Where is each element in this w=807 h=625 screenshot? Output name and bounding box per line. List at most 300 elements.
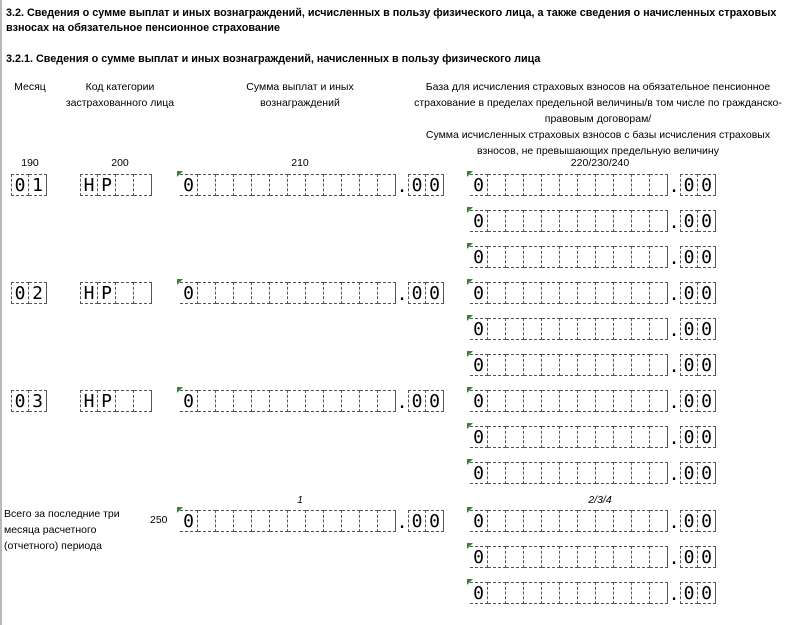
category-code-field [80,390,152,412]
digit-cell[interactable] [560,282,578,304]
digit-cell[interactable]: 0 [470,510,488,532]
digit-cell[interactable] [614,510,632,532]
header-base-line4: Сумма исчисленных страховых взносов с базы исчисления страховых [425,129,771,141]
digit-cell[interactable]: 0 [470,546,488,568]
digit-cell[interactable] [560,174,578,196]
digit-cell[interactable] [524,510,542,532]
field-marker-icon [467,423,473,429]
digit-cell[interactable] [596,546,614,568]
digit-cell[interactable] [542,546,560,568]
digit-cell[interactable] [542,282,560,304]
digit-cell[interactable] [488,354,506,376]
digit-cell[interactable] [252,390,270,412]
category-code-field-cell[interactable]: Н [80,282,98,304]
kopeck-cell[interactable]: 0 [408,510,426,532]
digit-cell[interactable] [234,510,252,532]
digit-cell[interactable] [198,390,216,412]
digit-cell[interactable]: 0 [470,174,488,196]
digit-cell[interactable] [506,210,524,232]
digit-cell[interactable] [578,462,596,484]
digit-cell[interactable] [198,174,216,196]
digit-cell[interactable] [488,462,506,484]
digit-cell[interactable] [614,210,632,232]
kopeck-cell[interactable]: 0 [680,582,698,604]
kopeck-cell[interactable]: 0 [698,318,716,340]
digit-cell[interactable] [524,210,542,232]
kopeck-cell[interactable]: 0 [408,174,426,196]
digit-cell[interactable] [650,426,668,448]
digit-cell[interactable] [506,462,524,484]
digit-cell[interactable] [650,390,668,412]
digit-cell[interactable] [524,462,542,484]
digit-cell[interactable] [288,282,306,304]
field-marker-icon [467,351,473,357]
total-base-field [470,546,716,568]
digit-cell[interactable] [488,174,506,196]
digit-cell[interactable] [578,318,596,340]
decimal-point: . [668,176,680,197]
digit-cell[interactable] [560,318,578,340]
digit-cell[interactable] [596,462,614,484]
digit-cell[interactable] [306,390,324,412]
month-field-cell[interactable]: 0 [11,282,29,304]
digit-cell[interactable] [324,390,342,412]
digit-cell[interactable] [614,354,632,376]
digit-cell[interactable] [650,582,668,604]
digit-cell[interactable] [506,582,524,604]
base-field-digits [470,210,668,232]
digit-cell[interactable] [288,390,306,412]
digit-cell[interactable] [650,282,668,304]
digit-cell[interactable]: 0 [180,390,198,412]
kopeck-cell[interactable]: 0 [426,390,444,412]
digit-cell[interactable] [488,426,506,448]
field-marker-icon [467,387,473,393]
digit-cell[interactable] [650,354,668,376]
kopeck-cell[interactable]: 0 [680,246,698,268]
digit-cell[interactable] [542,318,560,340]
digit-cell[interactable] [198,510,216,532]
category-code-field-cell[interactable] [134,174,152,196]
kopeck-cell[interactable]: 0 [698,546,716,568]
digit-cell[interactable] [542,390,560,412]
digit-cell[interactable] [506,390,524,412]
kopeck-cell[interactable]: 0 [698,282,716,304]
month-field-cell[interactable]: 3 [29,390,47,412]
kopeck-cell[interactable]: 0 [698,426,716,448]
base-field-digits [470,390,668,412]
digit-cell[interactable] [542,462,560,484]
digit-cell[interactable] [306,174,324,196]
digit-cell[interactable]: 0 [470,462,488,484]
digit-cell[interactable] [524,582,542,604]
digit-cell[interactable] [632,282,650,304]
code-category: 200 [111,157,129,169]
digit-cell[interactable] [488,282,506,304]
category-code-field-cell[interactable] [116,390,134,412]
digit-cell[interactable] [560,546,578,568]
code-base: 220/230/240 [570,157,630,169]
digit-cell[interactable] [216,282,234,304]
base-field [470,210,716,232]
total-label [4,506,144,554]
total-base-field-digits [470,582,668,604]
digit-cell[interactable] [578,510,596,532]
digit-cell[interactable] [578,210,596,232]
category-code-field-cell[interactable] [134,390,152,412]
digit-cell[interactable] [578,282,596,304]
field-marker-icon [467,543,473,549]
digit-cell[interactable]: 0 [470,210,488,232]
field-marker-icon [467,315,473,321]
digit-cell[interactable]: 0 [180,174,198,196]
digit-cell[interactable] [288,174,306,196]
digit-cell[interactable] [360,390,378,412]
kopeck-cell[interactable]: 0 [698,390,716,412]
kopeck-cell[interactable]: 0 [680,390,698,412]
header-base-line1: База для исчисления страховых взносов на обязательное пенсионное [425,81,771,93]
digit-cell[interactable] [632,462,650,484]
kopeck-cell[interactable]: 0 [426,282,444,304]
digit-cell[interactable] [632,210,650,232]
base-field [470,462,716,484]
total-sum-field [180,510,444,532]
decimal-point: . [396,512,408,533]
payment-sum-field [180,390,444,412]
payment-sum-field-kopecks [408,174,444,196]
digit-cell[interactable] [578,426,596,448]
digit-cell[interactable] [578,246,596,268]
kopeck-cell[interactable]: 0 [698,210,716,232]
kopeck-cell[interactable]: 0 [408,390,426,412]
digit-cell[interactable] [578,390,596,412]
digit-cell[interactable] [596,318,614,340]
digit-cell[interactable]: 0 [180,282,198,304]
category-code-field [80,282,152,304]
decimal-point: . [668,212,680,233]
month-field-cell[interactable]: 0 [11,390,29,412]
digit-cell[interactable] [560,462,578,484]
kopeck-cell[interactable]: 0 [680,282,698,304]
kopeck-cell[interactable]: 0 [698,462,716,484]
digit-cell[interactable] [488,210,506,232]
digit-cell[interactable] [542,582,560,604]
digit-cell[interactable] [524,390,542,412]
category-code-field-cell[interactable] [116,174,134,196]
digit-cell[interactable]: 0 [470,282,488,304]
digit-cell[interactable] [614,426,632,448]
kopeck-cell[interactable]: 0 [426,510,444,532]
digit-cell[interactable] [560,426,578,448]
field-marker-icon [467,171,473,177]
digit-cell[interactable] [560,582,578,604]
kopeck-cell[interactable]: 0 [680,546,698,568]
base-field-digits [470,282,668,304]
decimal-point: . [668,464,680,485]
base-field-kopecks [680,318,716,340]
digit-cell[interactable] [542,246,560,268]
kopeck-cell[interactable]: 0 [698,510,716,532]
total-base-field-kopecks [680,546,716,568]
base-field-kopecks [680,390,716,412]
digit-cell[interactable] [614,582,632,604]
category-code-field-cell[interactable] [134,282,152,304]
base-field [470,390,716,412]
digit-cell[interactable] [650,318,668,340]
kopeck-cell[interactable]: 0 [680,210,698,232]
digit-cell[interactable] [596,174,614,196]
digit-cell[interactable] [614,282,632,304]
digit-cell[interactable] [614,462,632,484]
digit-cell[interactable] [560,354,578,376]
digit-cell[interactable] [560,390,578,412]
digit-cell[interactable] [632,318,650,340]
digit-cell[interactable] [270,174,288,196]
digit-cell[interactable] [488,510,506,532]
digit-cell[interactable] [524,318,542,340]
base-field-digits [470,426,668,448]
digit-cell[interactable] [632,426,650,448]
header-category [50,79,190,111]
decimal-point: . [396,284,408,305]
category-code-field-cell[interactable]: Р [98,282,116,304]
digit-cell[interactable] [650,546,668,568]
digit-cell[interactable] [506,174,524,196]
digit-cell[interactable] [270,282,288,304]
kopeck-cell[interactable]: 0 [408,282,426,304]
digit-cell[interactable] [216,510,234,532]
digit-cell[interactable] [234,282,252,304]
digit-cell[interactable] [632,546,650,568]
digit-cell[interactable] [306,510,324,532]
digit-cell[interactable] [578,174,596,196]
base-field [470,318,716,340]
digit-cell[interactable] [324,174,342,196]
digit-cell[interactable]: 0 [470,582,488,604]
digit-cell[interactable] [506,318,524,340]
decimal-point: . [668,584,680,605]
decimal-point: . [668,248,680,269]
digit-cell[interactable] [596,426,614,448]
digit-cell[interactable] [596,246,614,268]
digit-cell[interactable] [542,174,560,196]
digit-cell[interactable]: 0 [470,354,488,376]
digit-cell[interactable] [560,510,578,532]
digit-cell[interactable] [542,210,560,232]
digit-cell[interactable] [324,510,342,532]
header-sum [220,79,380,111]
digit-cell[interactable] [524,174,542,196]
digit-cell[interactable] [524,546,542,568]
category-code-field-cell[interactable]: Р [98,390,116,412]
digit-cell[interactable] [360,174,378,196]
digit-cell[interactable] [488,390,506,412]
digit-cell[interactable] [596,354,614,376]
digit-cell[interactable] [614,174,632,196]
digit-cell[interactable] [650,174,668,196]
digit-cell[interactable]: 0 [470,246,488,268]
digit-cell[interactable] [234,390,252,412]
total-base-field-kopecks [680,582,716,604]
digit-cell[interactable] [524,354,542,376]
digit-cell[interactable] [506,246,524,268]
digit-cell[interactable] [216,174,234,196]
base-field [470,354,716,376]
digit-cell[interactable] [578,546,596,568]
digit-cell[interactable] [378,282,396,304]
kopeck-cell[interactable]: 0 [698,246,716,268]
digit-cell[interactable] [632,390,650,412]
base-field-kopecks [680,282,716,304]
digit-cell[interactable] [488,246,506,268]
header-base [396,79,800,159]
kopeck-cell[interactable]: 0 [680,510,698,532]
code-sum: 210 [291,157,309,169]
digit-cell[interactable]: 0 [180,510,198,532]
kopeck-cell[interactable]: 0 [680,462,698,484]
digit-cell[interactable] [378,510,396,532]
field-marker-icon [467,279,473,285]
digit-cell[interactable] [270,390,288,412]
decimal-point: . [668,428,680,449]
digit-cell[interactable] [360,282,378,304]
digit-cell[interactable] [632,510,650,532]
digit-cell[interactable] [542,510,560,532]
digit-cell[interactable] [252,282,270,304]
digit-cell[interactable] [614,318,632,340]
digit-cell[interactable] [578,354,596,376]
digit-cell[interactable] [650,246,668,268]
digit-cell[interactable] [506,426,524,448]
month-field-cell[interactable]: 2 [29,282,47,304]
digit-cell[interactable] [614,246,632,268]
digit-cell[interactable] [506,546,524,568]
digit-cell[interactable] [506,282,524,304]
base-field [470,246,716,268]
month-field [11,390,47,412]
digit-cell[interactable] [306,282,324,304]
base-field-digits [470,354,668,376]
category-code-field-cell[interactable]: Н [80,390,98,412]
digit-cell[interactable]: 0 [470,318,488,340]
decimal-point: . [396,392,408,413]
category-code-field-cell[interactable]: Р [98,174,116,196]
kopeck-cell[interactable]: 0 [698,174,716,196]
month-field [11,174,47,196]
digit-cell[interactable] [378,174,396,196]
subsection-title: 3.2.1. Сведения о сумме выплат и иных вознаграждений, начисленных в пользу физического лица [6,53,541,65]
kopeck-cell[interactable]: 0 [680,174,698,196]
kopeck-cell[interactable]: 0 [426,174,444,196]
digit-cell[interactable] [650,462,668,484]
digit-cell[interactable] [342,282,360,304]
category-code-field-cell[interactable] [116,282,134,304]
header-sum-line2: вознаграждений [260,97,340,109]
digit-cell[interactable] [216,390,234,412]
digit-cell[interactable] [596,582,614,604]
digit-cell[interactable] [560,210,578,232]
digit-cell[interactable] [488,546,506,568]
header-base-line5: взносов, не превышающих предельную величину [477,145,719,157]
month-field-cell[interactable]: 0 [11,174,29,196]
digit-cell[interactable] [288,510,306,532]
digit-cell[interactable] [378,390,396,412]
kopeck-cell[interactable]: 0 [680,354,698,376]
digit-cell[interactable] [614,546,632,568]
digit-cell[interactable] [506,510,524,532]
decimal-point: . [668,284,680,305]
digit-cell[interactable] [542,426,560,448]
digit-cell[interactable] [506,354,524,376]
digit-cell[interactable] [542,354,560,376]
digit-cell[interactable] [252,174,270,196]
digit-cell[interactable] [270,510,288,532]
digit-cell[interactable] [596,210,614,232]
digit-cell[interactable] [560,246,578,268]
digit-cell[interactable] [596,282,614,304]
digit-cell[interactable]: 0 [470,390,488,412]
digit-cell[interactable] [632,174,650,196]
total-label-line1: Всего за последние три [4,508,120,520]
digit-cell[interactable] [650,510,668,532]
total-sum-field-digits [180,510,396,532]
digit-cell[interactable] [632,354,650,376]
section-title [6,6,806,36]
digit-cell[interactable] [524,246,542,268]
digit-cell[interactable] [252,510,270,532]
digit-cell[interactable] [524,426,542,448]
header-sum-line1: Сумма выплат и иных [246,81,354,93]
digit-cell[interactable] [524,282,542,304]
digit-cell[interactable] [488,582,506,604]
month-field-cell[interactable]: 1 [29,174,47,196]
digit-cell[interactable] [596,510,614,532]
kopeck-cell[interactable]: 0 [698,582,716,604]
base-field-digits [470,174,668,196]
digit-cell[interactable] [234,174,252,196]
digit-cell[interactable] [596,390,614,412]
digit-cell[interactable] [360,510,378,532]
base-field-kopecks [680,354,716,376]
digit-cell[interactable] [578,582,596,604]
decimal-point: . [668,548,680,569]
base-field-digits [470,246,668,268]
digit-cell[interactable] [342,174,360,196]
digit-cell[interactable] [342,510,360,532]
category-code-field-cell[interactable]: Н [80,174,98,196]
digit-cell[interactable] [614,390,632,412]
kopeck-cell[interactable]: 0 [698,354,716,376]
base-field [470,174,716,196]
digit-cell[interactable] [342,390,360,412]
base-field-digits [470,318,668,340]
kopeck-cell[interactable]: 0 [680,318,698,340]
payment-sum-field-digits [180,390,396,412]
kopeck-cell[interactable]: 0 [680,426,698,448]
digit-cell[interactable] [324,282,342,304]
field-marker-icon [177,387,183,393]
digit-cell[interactable] [632,582,650,604]
base-field [470,282,716,304]
digit-cell[interactable] [488,318,506,340]
digit-cell[interactable] [650,210,668,232]
base-field-kopecks [680,462,716,484]
digit-cell[interactable] [632,246,650,268]
digit-cell[interactable] [198,282,216,304]
code-month: 190 [21,157,39,169]
digit-cell[interactable]: 0 [470,426,488,448]
header-category-line2: застрахованного лица [65,97,175,109]
